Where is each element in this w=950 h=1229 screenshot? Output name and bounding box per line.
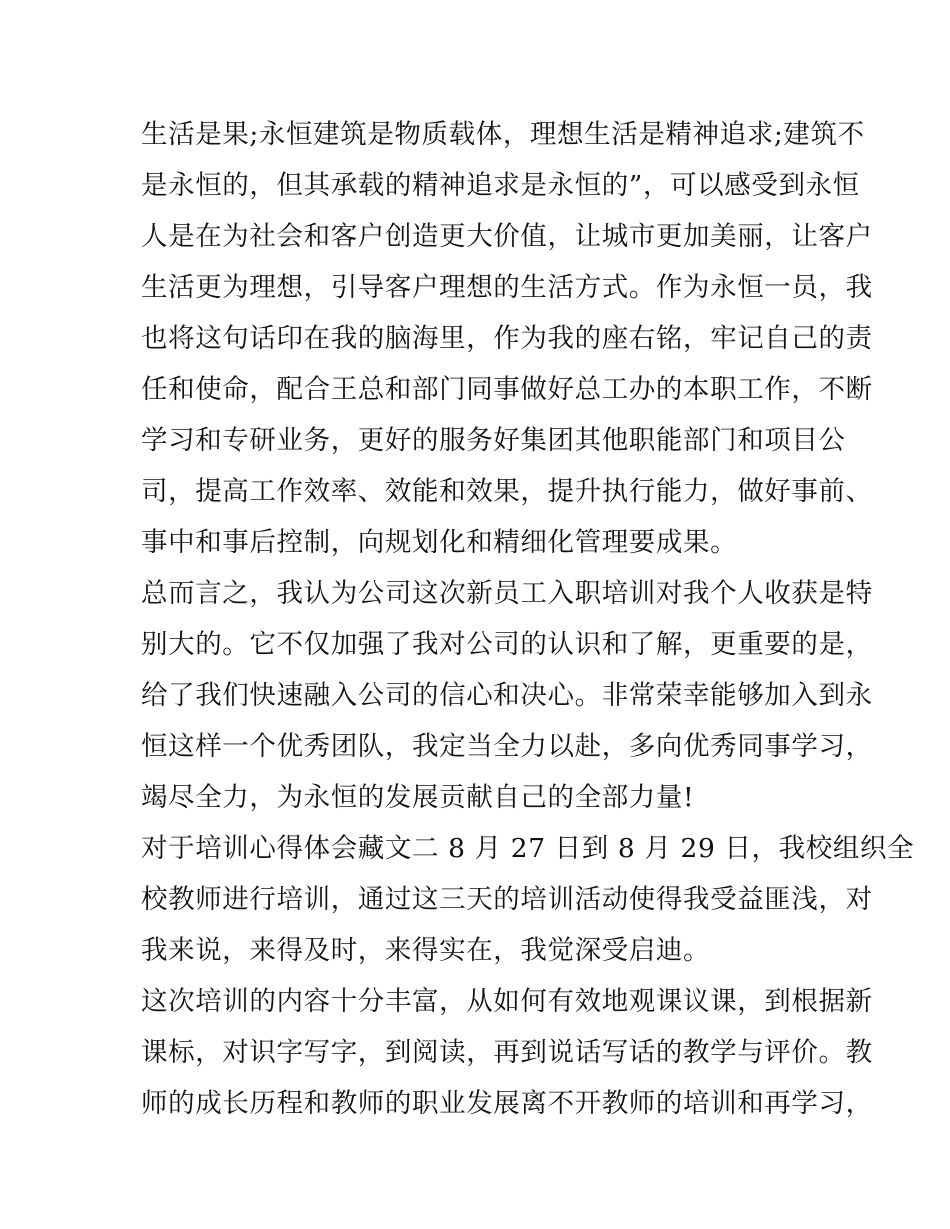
text-line: 给了我们快速融入公司的信心和决心。非常荣幸能够加入到永	[141, 680, 873, 711]
text-line: 对于培训心得体会藏文二 8 月 27 日到 8 月 29 日，我校组织全	[141, 833, 915, 864]
text-line: 课标，对识字写字，到阅读，再到说话写话的教学与评价。教	[141, 1037, 873, 1068]
body-text	[141, 109, 915, 1129]
text-line: 司，提高工作效率、效能和效果，提升执行能力，做好事前、	[141, 476, 873, 507]
text-line: 师的成长历程和教师的职业发展离不开教师的培训和再学习，	[141, 1088, 873, 1119]
text-line: 这次培训的内容十分丰富，从如何有效地观课议课，到根据新	[141, 986, 873, 1017]
text-line: 事中和事后控制，向规划化和精细化管理要成果。	[141, 527, 738, 558]
text-line: 竭尽全力，为永恒的发展贡献自己的全部力量!	[141, 782, 695, 813]
text-line: 也将这句话印在我的脑海里，作为我的座右铭，牢记自己的责	[141, 323, 873, 354]
text-line: 是永恒的，但其承载的精神追求是永恒的”，可以感受到永恒	[141, 170, 860, 201]
text-line: 我来说，来得及时，来得实在，我觉深受启迪。	[141, 935, 711, 966]
text-line: 校教师进行培训，通过这三天的培训活动使得我受益匪浅，对	[141, 884, 873, 915]
text-line: 学习和专研业务，更好的服务好集团其他职能部门和项目公	[141, 425, 846, 456]
text-line: 生活更为理想，引导客户理想的生活方式。作为永恒一员，我	[141, 272, 873, 303]
text-line: 总而言之，我认为公司这次新员工入职培训对我个人收获是特	[141, 578, 873, 609]
text-line: 别大的。它不仅加强了我对公司的认识和了解，更重要的是，	[141, 629, 873, 660]
text-line: 人是在为社会和客户创造更大价值，让城市更加美丽，让客户	[141, 221, 873, 252]
text-line: 任和使命，配合王总和部门同事做好总工办的本职工作，不断	[141, 374, 873, 405]
text-line: 生活是果;永恒建筑是物质载体，理想生活是精神追求;建筑不	[141, 119, 865, 150]
text-line: 恒这样一个优秀团队，我定当全力以赴，多向优秀同事学习，	[141, 731, 873, 762]
